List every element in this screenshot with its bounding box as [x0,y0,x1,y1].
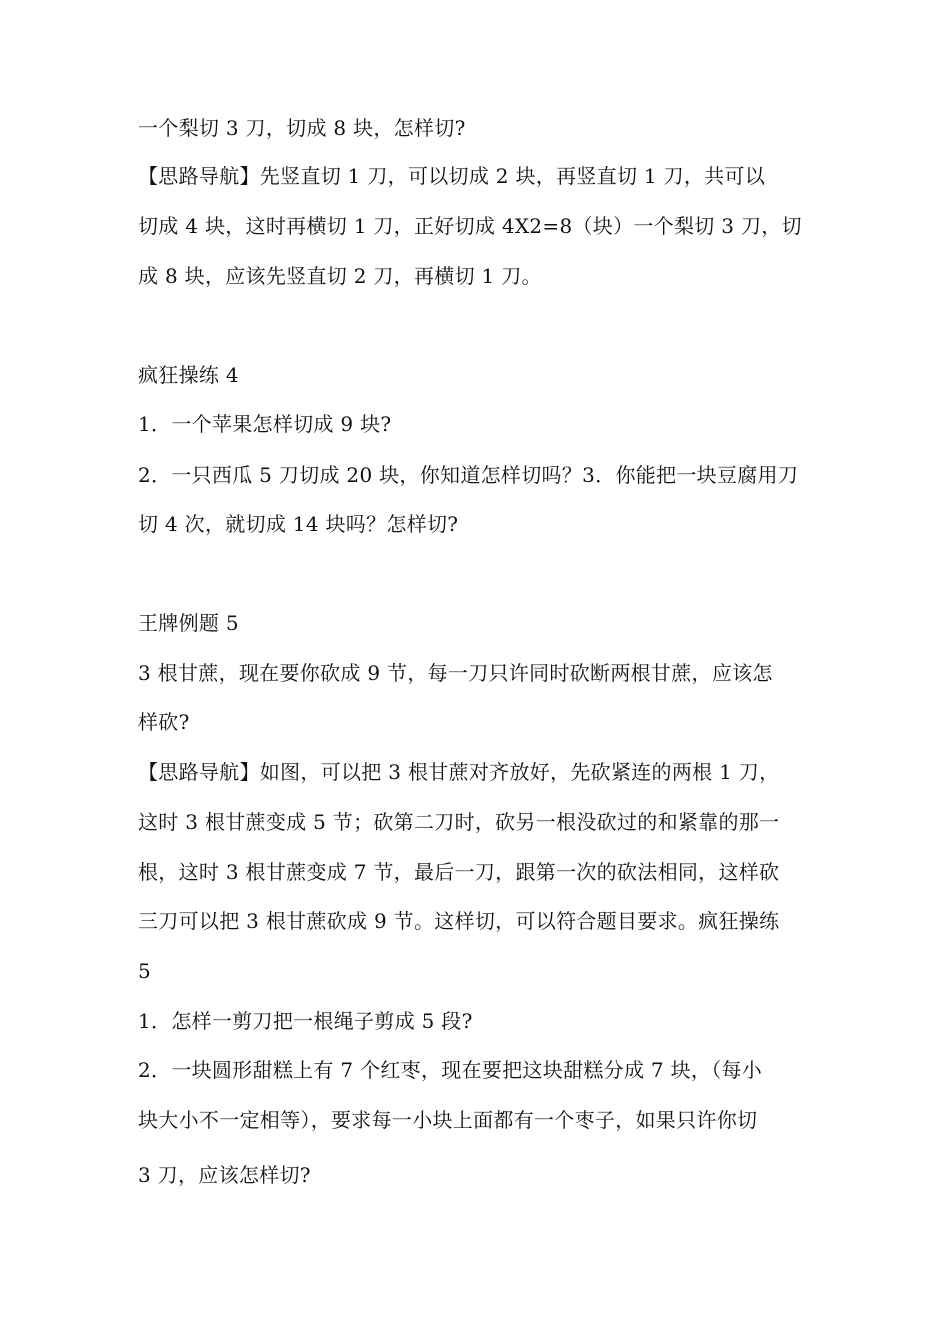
example-5-question-line-2: 样砍? [138,710,190,734]
hint-4-line-3: 成 8 块，应该先竖直切 2 刀，再横切 1 刀。 [138,264,542,288]
example-5-heading: 王牌例题 5 [138,611,239,635]
practice-5-item-1: 1．怎样一剪刀把一根绳子剪成 5 段? [138,1009,473,1033]
example-5-question-line-1: 3 根甘蔗，现在要你砍成 9 节，每一刀只许同时砍断两根甘蔗，应该怎 [138,661,773,685]
hint-4-line-2: 切成 4 块，这时再横切 1 刀，正好切成 4X2=8（块）一个梨切 3 刀，切 [138,214,802,238]
practice-4-item-2: 2．一只西瓜 5 刀切成 20 块，你知道怎样切吗？3．你能把一块豆腐用刀 [138,463,799,487]
practice-4-heading: 疯狂操练 4 [138,363,239,387]
hint-5-line-2: 这时 3 根甘蔗变成 5 节；砍第二刀时，砍另一根没砍过的和紧靠的那一 [138,810,780,834]
hint-5-line-3: 根，这时 3 根甘蔗变成 7 节，最后一刀，跟第一次的砍法相同，这样砍 [138,860,780,884]
hint-5-line-4: 三刀可以把 3 根甘蔗砍成 9 节。这样切，可以符合题目要求。疯狂操练 [138,909,780,933]
practice-5-item-2-line-1: 2．一块圆形甜糕上有 7 个红枣，现在要把这块甜糕分成 7 块，（每小 [138,1058,763,1082]
practice-4-item-2-cont: 切 4 次，就切成 14 块吗？怎样切? [138,512,459,536]
problem-4-question: 一个梨切 3 刀，切成 8 块，怎样切? [138,116,466,140]
practice-4-item-1: 1．一个苹果怎样切成 9 块? [138,412,392,436]
hint-5-line-1: 【思路导航】如图，可以把 3 根甘蔗对齐放好，先砍紧连的两根 1 刀， [138,760,780,784]
practice-5-item-2-line-2: 块大小不一定相等），要求每一小块上面都有一个枣子，如果只许你切 [138,1108,758,1132]
hint-4-line-1: 【思路导航】先竖直切 1 刀，可以切成 2 块，再竖直切 1 刀，共可以 [138,164,766,188]
practice-5-heading-number: 5 [138,959,152,983]
practice-5-item-2-line-3: 3 刀，应该怎样切? [138,1163,311,1187]
